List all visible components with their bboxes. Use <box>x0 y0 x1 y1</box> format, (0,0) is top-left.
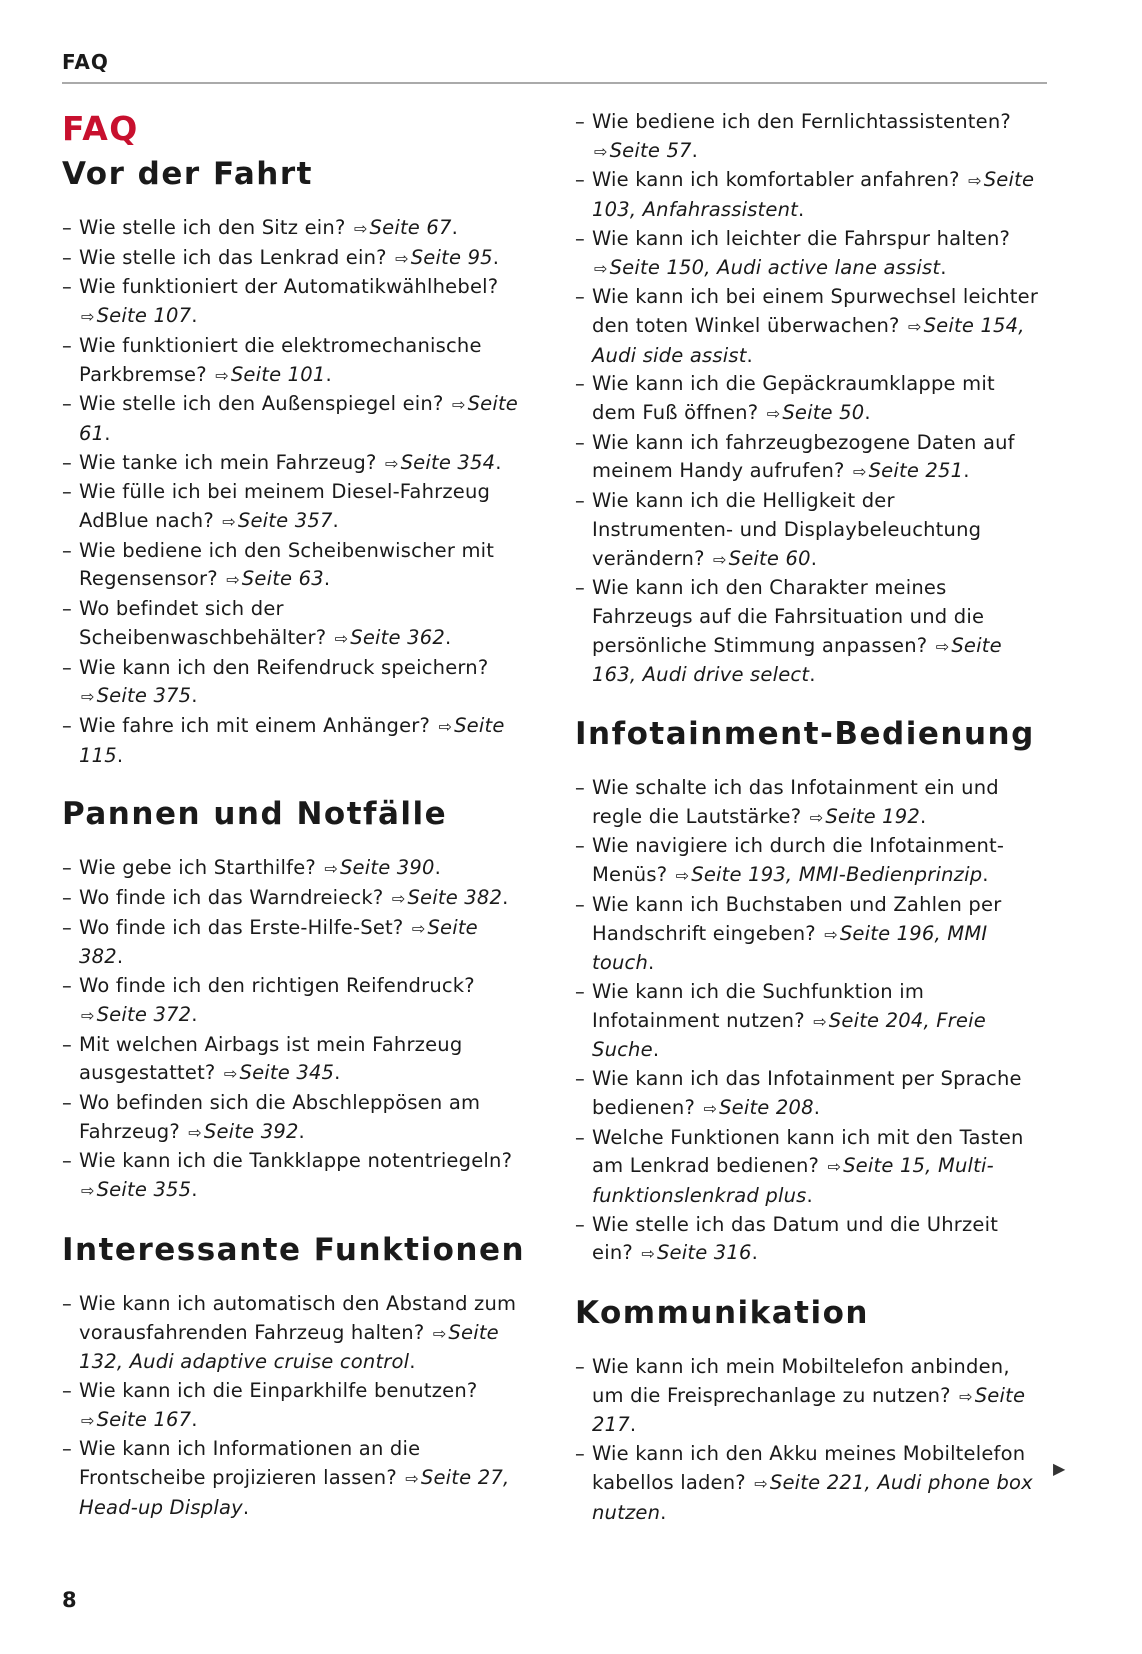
page-reference-link[interactable]: Seite 107 <box>96 304 192 328</box>
section-heading: Pannen und Notfälle <box>62 796 448 833</box>
left-column <box>62 108 527 1544</box>
page-reference-link[interactable]: Seite 103, Anfahrassistent <box>592 168 1035 222</box>
arrow-right-icon: ⇨ <box>594 258 608 278</box>
faq-item: – Wie kann ich automatisch den Abstand zum vorausfahrenden Fahrzeug halten? ⇨ Seite 132, Audi adaptive cruise control. <box>62 1290 527 1377</box>
arrow-right-icon: ⇨ <box>405 1469 419 1489</box>
faq-question: Wie kann ich bei einem Spurwechsel leichter den toten Winkel überwachen? <box>592 285 1039 337</box>
section <box>575 1291 1040 1527</box>
arrow-right-icon: ⇨ <box>968 171 982 191</box>
arrow-right-icon: ⇨ <box>713 549 727 569</box>
page-reference-link[interactable]: Seite 132, Audi adaptive cruise control <box>79 1320 499 1374</box>
arrow-right-icon: ⇨ <box>222 512 236 532</box>
faq-item: – Wie gebe ich Starthilfe? ⇨ Seite 390. <box>62 854 527 884</box>
page-reference-link[interactable]: Seite 27, Head-up Display <box>79 1466 510 1519</box>
faq-question: Wie stelle ich den Sitz ein? <box>79 216 346 239</box>
arrow-right-icon: ⇨ <box>827 1157 842 1177</box>
arrow-right-icon: ⇨ <box>81 1181 95 1201</box>
page-reference-link[interactable]: Seite 382 <box>407 886 503 910</box>
arrow-right-icon: ⇨ <box>391 889 406 909</box>
page-reference-link[interactable]: Seite 316 <box>656 1241 752 1265</box>
page-reference-link[interactable]: Seite 95 <box>410 245 493 269</box>
page-reference-link[interactable]: Seite 50 <box>782 401 865 425</box>
faq-question: Wie fahre ich mit einem Anhänger? <box>79 713 431 737</box>
faq-question: Wie kann ich mein Mobiltelefon anbinden, um die Freisprechanlage zu nutzen? <box>592 1355 1010 1407</box>
page-reference-link[interactable]: Seite 60 <box>728 546 811 570</box>
faq-question: Wie stelle ich das Lenkrad ein? <box>79 245 387 269</box>
faq-item: – Wie navigiere ich durch die Infotainment-Menüs? ⇨ Seite 193, MMI-Bedienprinzip. <box>575 832 1040 890</box>
faq-item: – Wie kann ich die Einparkhilfe benutzen? ⇨ Seite 167. <box>62 1377 527 1435</box>
arrow-right-icon: ⇨ <box>959 1386 973 1406</box>
faq-list <box>62 854 527 1205</box>
arrow-right-icon: ⇨ <box>395 248 409 268</box>
faq-question: Wie schalte ich das Infotainment ein und regle die Lautstärke? <box>592 776 999 828</box>
faq-item: – Wie stelle ich den Außenspiegel ein? ⇨ Seite 61. <box>62 390 527 448</box>
arrow-right-icon: ⇨ <box>813 1011 827 1031</box>
arrow-right-icon: ⇨ <box>188 1122 202 1142</box>
faq-question: Wie stelle ich das Datum und die Uhrzeit ein? <box>592 1212 999 1265</box>
faq-question: Wie kann ich komfortabler anfahren? <box>592 168 960 192</box>
faq-item: – Wie funktioniert die elektromechanische Parkbremse? ⇨ Seite 101. <box>62 332 527 390</box>
section-heading: Kommunikation <box>575 1295 869 1332</box>
faq-item: – Wie kann ich den Akku meines Mobiltelefon kabellos laden? ⇨ Seite 221, Audi phone box nutzen. <box>575 1440 1040 1527</box>
faq-list <box>62 214 527 770</box>
page-reference-link[interactable]: Seite 115 <box>79 713 505 767</box>
faq-question: Wie bediene ich den Fernlichtassistenten? <box>592 110 1011 133</box>
faq-question: Wo finde ich den richtigen Reifendruck? <box>79 974 475 998</box>
faq-question: Wie fülle ich bei meinem Diesel-Fahrzeug AdBlue nach? <box>79 480 491 533</box>
page-reference-link[interactable]: Seite 390 <box>339 856 435 880</box>
page-title: FAQ <box>62 109 139 148</box>
page-reference-link[interactable]: Seite 192 <box>825 804 920 828</box>
faq-question: Wie funktioniert die elektromechanische Parkbremse? <box>79 333 482 386</box>
page-reference-link[interactable]: Seite 354 <box>400 450 496 474</box>
arrow-right-icon: ⇨ <box>766 404 781 424</box>
faq-item: – Wie kann ich Informationen an die Frontscheibe projizieren lassen? ⇨ Seite 27, Head-up Display. <box>62 1435 527 1522</box>
faq-question: Wie tanke ich mein Fahrzeug? <box>79 450 377 474</box>
page-reference-link[interactable]: Seite 382 <box>79 915 478 969</box>
faq-item: – Wie kann ich die Helligkeit der Instrumenten- und Displaybeleuchtung verändern? ⇨ Seite 60. <box>575 487 1040 574</box>
arrow-right-icon: ⇨ <box>451 395 466 415</box>
arrow-right-icon: ⇨ <box>754 1473 768 1493</box>
faq-item: – Wie kann ich das Infotainment per Sprache bedienen? ⇨ Seite 208. <box>575 1065 1040 1123</box>
arrow-right-icon: ⇨ <box>908 316 922 336</box>
faq-item: – Wie fülle ich bei meinem Diesel-Fahrzeug AdBlue nach? ⇨ Seite 357. <box>62 478 527 536</box>
page-number: 8 <box>62 1588 77 1612</box>
arrow-right-icon: ⇨ <box>809 807 824 827</box>
faq-item: – Wie funktioniert der Automatikwählhebel? ⇨ Seite 107. <box>62 273 527 331</box>
arrow-right-icon: ⇨ <box>334 628 349 648</box>
faq-question: Wie kann ich Informationen an die Frontscheibe projizieren lassen? <box>79 1437 421 1490</box>
faq-item: – Wo finde ich das Warndreieck? ⇨ Seite 382. <box>62 884 527 914</box>
page-reference-link[interactable]: Seite 154, Audi side assist <box>592 313 1025 367</box>
faq-item: – Wie bediene ich den Scheibenwischer mit Regensensor? ⇨ Seite 63. <box>62 537 527 595</box>
faq-question: Wie gebe ich Starthilfe? <box>79 856 316 880</box>
page-reference-link[interactable]: Seite 193, MMI-Bedienprinzip <box>691 863 983 887</box>
arrow-right-icon: ⇨ <box>223 1064 238 1084</box>
faq-item: – Wie kann ich den Reifendruck speichern? ⇨ Seite 375. <box>62 654 527 712</box>
page-reference-link[interactable]: Seite 375 <box>96 684 192 708</box>
faq-item: – Wie kann ich Buchstaben und Zahlen per Handschrift eingeben? ⇨ Seite 196, MMI touch. <box>575 891 1040 978</box>
faq-question: Wie kann ich den Charakter meines Fahrzeugs auf die Fahrsituation und die persönliche Stimmung anpassen? <box>592 576 985 657</box>
faq-item: – Wo befindet sich der Scheibenwaschbehälter? ⇨ Seite 362. <box>62 595 527 653</box>
faq-question: Wie navigiere ich durch die Infotainment-Menüs? <box>592 834 1005 887</box>
arrow-right-icon: ⇨ <box>675 866 690 886</box>
right-column <box>575 108 1040 1549</box>
faq-item: – Wie kann ich bei einem Spurwechsel leichter den toten Winkel überwachen? ⇨ Seite 154, Audi side assist. <box>575 283 1040 370</box>
faq-item: – Wie stelle ich den Sitz ein? ⇨ Seite 67. <box>62 214 527 244</box>
page-reference-link[interactable]: Seite 217 <box>592 1383 1026 1437</box>
faq-item: – Mit welchen Airbags ist mein Fahrzeug ausgestattet? ⇨ Seite 345. <box>62 1031 527 1089</box>
page-reference-link[interactable]: Seite 63 <box>241 567 324 591</box>
arrow-right-icon: ⇨ <box>215 365 229 385</box>
faq-question: Wie kann ich die Tankklappe notentriegeln? <box>79 1149 513 1173</box>
page-reference-link[interactable]: Seite 357 <box>237 509 333 533</box>
faq-item: – Wie tanke ich mein Fahrzeug? ⇨ Seite 354. <box>62 449 527 479</box>
page-reference-link[interactable]: Seite 251 <box>868 459 964 483</box>
faq-list <box>575 774 1040 1269</box>
faq-item: – Wo finde ich das Erste-Hilfe-Set? ⇨ Seite 382. <box>62 914 527 972</box>
arrow-right-icon: ⇨ <box>432 1323 447 1343</box>
faq-item: – Wie kann ich fahrzeugbezogene Daten auf meinem Handy aufrufen? ⇨ Seite 251. <box>575 429 1040 487</box>
faq-list <box>575 108 1040 690</box>
page-reference-link[interactable]: Seite 345 <box>239 1061 335 1085</box>
arrow-right-icon: ⇨ <box>594 141 608 161</box>
arrow-right-icon: ⇨ <box>226 570 240 590</box>
faq-question: Wie kann ich die Gepäckraumklappe mit dem Fuß öffnen? <box>592 372 995 425</box>
faq-question: Wie bediene ich den Scheibenwischer mit Regensensor? <box>79 538 495 591</box>
faq-question: Mit welchen Airbags ist mein Fahrzeug ausgestattet? <box>79 1032 463 1085</box>
arrow-right-icon: ⇨ <box>935 636 950 656</box>
page-reference-link[interactable]: Seite 67 <box>369 216 452 239</box>
faq-question: Wie kann ich Buchstaben und Zahlen per Handschrift eingeben? <box>592 892 1002 945</box>
page-reference-link[interactable]: Seite 167 <box>96 1407 192 1431</box>
arrow-right-icon: ⇨ <box>852 462 867 482</box>
arrow-right-icon: ⇨ <box>81 307 95 327</box>
faq-item: – Wie kann ich die Suchfunktion im Infotainment nutzen? ⇨ Seite 204, Freie Suche. <box>575 978 1040 1065</box>
faq-item: – Wie stelle ich das Lenkrad ein? ⇨ Seite 95. <box>62 244 527 274</box>
faq-question: Wo finde ich das Erste-Hilfe-Set? <box>79 915 404 939</box>
page-reference-link[interactable]: Seite 362 <box>350 625 445 649</box>
faq-item: – Wie schalte ich das Infotainment ein und regle die Lautstärke? ⇨ Seite 192. <box>575 774 1040 832</box>
section <box>575 712 1040 1269</box>
faq-item: – Wie kann ich die Gepäckraumklappe mit dem Fuß öffnen? ⇨ Seite 50. <box>575 370 1040 428</box>
continue-arrow-icon: ▶ <box>1053 1459 1066 1478</box>
section <box>62 152 527 770</box>
faq-item: – Wie fahre ich mit einem Anhänger? ⇨ Seite 115. <box>62 712 527 770</box>
arrow-right-icon: ⇨ <box>703 1098 718 1118</box>
page-reference-link[interactable]: Seite 196, MMI touch <box>592 921 988 975</box>
running-header: FAQ <box>62 50 109 74</box>
page-reference-link[interactable]: Seite 61 <box>79 392 518 445</box>
faq-question: Wie kann ich den Akku meines Mobiltelefon kabellos laden? <box>592 1442 1026 1494</box>
section-heading: Interessante Funktionen <box>62 1231 526 1268</box>
page-reference-link[interactable]: Seite 204, Freie Suche <box>592 1008 986 1062</box>
page-reference-link[interactable]: Seite 208 <box>719 1095 814 1119</box>
faq-item: – Welche Funktionen kann ich mit den Tasten am Lenkrad bedienen? ⇨ Seite 15, Multifunktionslenkrad plus. <box>575 1124 1040 1211</box>
faq-item: – Wie bediene ich den Fernlichtassistenten? ⇨ Seite 57. <box>575 108 1040 166</box>
faq-question: Wie kann ich die Suchfunktion im Infotainment nutzen? <box>592 979 925 1032</box>
page-reference-link[interactable]: Seite 57 <box>609 138 692 162</box>
faq-question: Wie kann ich automatisch den Abstand zum vorausfahrenden Fahrzeug halten? <box>79 1291 517 1344</box>
arrow-right-icon: ⇨ <box>411 918 426 938</box>
arrow-right-icon: ⇨ <box>81 1410 95 1430</box>
faq-question: Wie kann ich den Reifendruck speichern? <box>79 655 489 679</box>
faq-item: – Wie kann ich die Tankklappe notentriegeln? ⇨ Seite 355. <box>62 1147 527 1205</box>
faq-question: Welche Funktionen kann ich mit den Tasten am Lenkrad bedienen? <box>592 1125 1024 1178</box>
section <box>575 108 1040 690</box>
faq-item: – Wo befinden sich die Abschleppösen am Fahrzeug? ⇨ Seite 392. <box>62 1089 527 1147</box>
faq-question: Wo befinden sich die Abschleppösen am Fahrzeug? <box>79 1090 481 1143</box>
section <box>62 1228 527 1523</box>
arrow-right-icon: ⇨ <box>641 1244 655 1264</box>
page-reference-link[interactable]: Seite 372 <box>96 1002 192 1026</box>
header-rule <box>62 82 1047 84</box>
page-reference-link[interactable]: Seite 15, Multifunktionslenkrad plus <box>592 1154 994 1207</box>
faq-list <box>62 1290 527 1523</box>
page-reference-link[interactable]: Seite 221, Audi phone box nutzen <box>592 1470 1033 1524</box>
page-reference-link[interactable]: Seite 355 <box>96 1178 192 1202</box>
page-reference-link[interactable]: Seite 163, Audi drive select <box>592 633 1002 687</box>
faq-item: – Wie kann ich mein Mobiltelefon anbinden, um die Freisprechanlage zu nutzen? ⇨ Seite 217. <box>575 1353 1040 1440</box>
faq-question: Wie kann ich fahrzeugbezogene Daten auf meinem Handy aufrufen? <box>592 430 1015 483</box>
faq-question: Wie kann ich die Einparkhilfe benutzen? <box>79 1378 478 1402</box>
faq-question: Wie stelle ich den Außenspiegel ein? <box>79 392 444 416</box>
faq-item: – Wie stelle ich das Datum und die Uhrzeit ein? ⇨ Seite 316. <box>575 1211 1040 1269</box>
faq-item: – Wie kann ich leichter die Fahrspur halten? ⇨ Seite 150, Audi active lane assist. <box>575 225 1040 283</box>
page-reference-link[interactable]: Seite 150, Audi active lane assist <box>609 255 941 279</box>
arrow-right-icon: ⇨ <box>81 687 95 707</box>
arrow-right-icon: ⇨ <box>384 453 399 473</box>
arrow-right-icon: ⇨ <box>353 219 368 238</box>
faq-item: – Wo finde ich den richtigen Reifendruck? ⇨ Seite 372. <box>62 972 527 1030</box>
section-heading: Infotainment-Bedienung <box>575 716 1035 753</box>
section-heading: Vor der Fahrt <box>62 156 313 192</box>
faq-question: Wie kann ich leichter die Fahrspur halten? <box>592 226 1011 250</box>
arrow-right-icon: ⇨ <box>324 859 338 879</box>
faq-question: Wie kann ich die Helligkeit der Instrumenten- und Displaybeleuchtung verändern? <box>592 489 982 570</box>
faq-question: Wo befindet sich der Scheibenwaschbehälter? <box>79 597 327 649</box>
faq-item: – Wie kann ich den Charakter meines Fahrzeugs auf die Fahrsituation und die persönliche Stimmung anpassen? ⇨ Seite 163, Audi drive select. <box>575 574 1040 690</box>
faq-list <box>575 1353 1040 1527</box>
page-reference-link[interactable]: Seite 101 <box>230 362 326 386</box>
faq-question: Wie kann ich das Infotainment per Sprache bedienen? <box>592 1067 1022 1119</box>
section <box>62 792 527 1205</box>
arrow-right-icon: ⇨ <box>438 716 453 736</box>
faq-item: – Wie kann ich komfortabler anfahren? ⇨ Seite 103, Anfahrassistent. <box>575 166 1040 224</box>
faq-question: Wie funktioniert der Automatikwählhebel? <box>79 275 499 299</box>
page-reference-link[interactable]: Seite 392 <box>203 1119 299 1143</box>
arrow-right-icon: ⇨ <box>824 924 838 944</box>
arrow-right-icon: ⇨ <box>81 1005 95 1025</box>
faq-question: Wo finde ich das Warndreieck? <box>79 886 384 910</box>
